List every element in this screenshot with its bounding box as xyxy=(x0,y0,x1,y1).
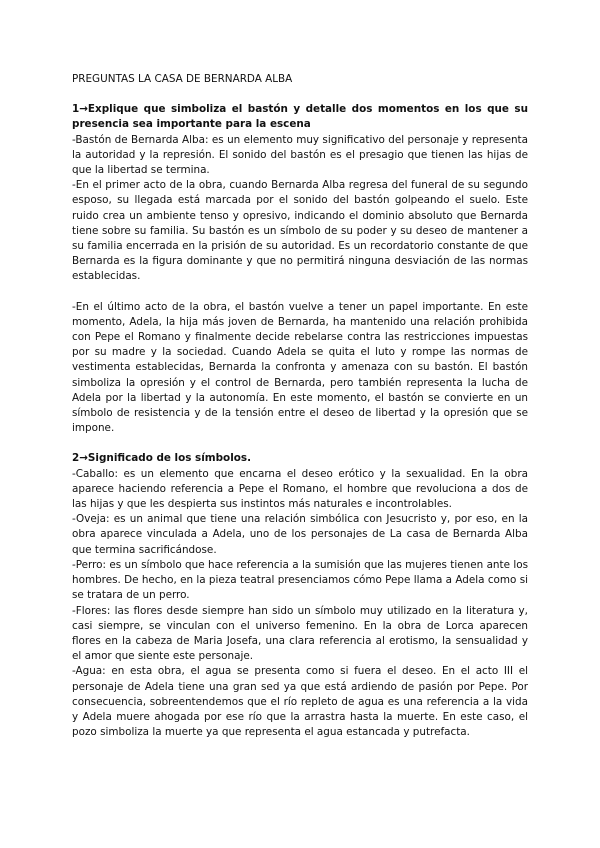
paragraph-spacer xyxy=(72,285,528,300)
symbol-agua: -Agua: en esta obra, el agua se presenta como si fuera el deseo. En el acto III el personaje de Adela tiene una gran sed ya que está ardiendo de pasión por Pepe. Por consecuencia, sobreentendemos que el río repleto de agua es una referencia a la vida y Adela muere ahogada por ese río que la arrastra hasta la muerte. En este caso, el pozo simboliza la muerte ya que representa el agua estancada y putrefacta. xyxy=(72,665,528,739)
symbol-flores: -Flores: las flores desde siempre han sido un símbolo muy utilizado en la literatura y, casi siempre, se vinculan con el universo femenino. En la obra de Lorca aparecen flores en la cabeza de Maria Josefa, una clara referencia al erotismo, la sensualidad y el amor que siente este personaje. xyxy=(72,604,528,663)
question-2-heading: 2→Significado de los símbolos. xyxy=(72,452,252,465)
answer-1-first-act: -En el primer acto de la obra, cuando Bernarda Alba regresa del funeral de su segundo esposo, su llegada está marcada por el sonido del bastón golpeando el suelo. Este ruido crea un ambiente tenso y opresivo, indicando el dominio absoluto que Bernarda tiene sobre su familia. Su bastón es un símbolo de su poder y su deseo de mantener a su familia encerrada en la prisión de su autoridad. Es un recordatorio constante de que Bernarda es la figura dominante y que no permitirá ninguna desviación de las normas establecidas. xyxy=(72,179,528,283)
answer-1-baston-definition: -Bastón de Bernarda Alba: es un elemento muy significativo del personaje y representa la autoridad y la represión. El sonido del bastón es el presagio que tienen las hijas de que la libertad se termina. xyxy=(72,133,528,177)
question-1-heading: 1→Explique que simboliza el bastón y detalle dos momentos en los que su presencia sea importante para la escena xyxy=(72,103,528,131)
symbol-caballo: -Caballo: es un elemento que encarna el deseo erótico y la sexualidad. En la obra aparece haciendo referencia a Pepe el Romano, el hombre que revoluciona a dos de las hijas y que les despierta sus instintos más naturales e incontrolables. xyxy=(72,467,528,511)
document-title: PREGUNTAS LA CASA DE BERNARDA ALBA xyxy=(72,73,293,85)
answer-1-last-act: -En el último acto de la obra, el bastón vuelve a tener un papel importante. En este momento, Adela, la hija más joven de Bernarda, ha mantenido una relación prohibida con Pepe el Romano y finalmente decide rebelarse contra las restricciones impuestas por su madre y la sociedad. Cuando Adela se quita el luto y rompe las normas de vestimenta establecidas, Bernarda la confronta y amenaza con su bastón. El bastón simboliza la opresión y el control de Bernarda, pero también representa la lucha de Adela por la libertad y la autonomía. En este momento, el bastón se convierte en un símbolo de resistencia y de la tensión entre el deseo de libertad y la opresión que se impone. xyxy=(72,300,528,435)
symbol-oveja: -Oveja: es un animal que tiene una relación simbólica con Jesucristo y, por eso, en la obra aparece vinculada a Adela, uno de los personajes de La casa de Bernarda Alba que termina sacrificándose. xyxy=(72,513,528,556)
paragraph-spacer xyxy=(72,436,528,451)
symbol-perro: -Perro: es un símbolo que hace referencia a la sumisión que las mujeres tienen ante los hombres. De hecho, en la pieza teatral presenciamos cómo Pepe llama a Adela como si se tratara de un perro. xyxy=(72,558,528,602)
